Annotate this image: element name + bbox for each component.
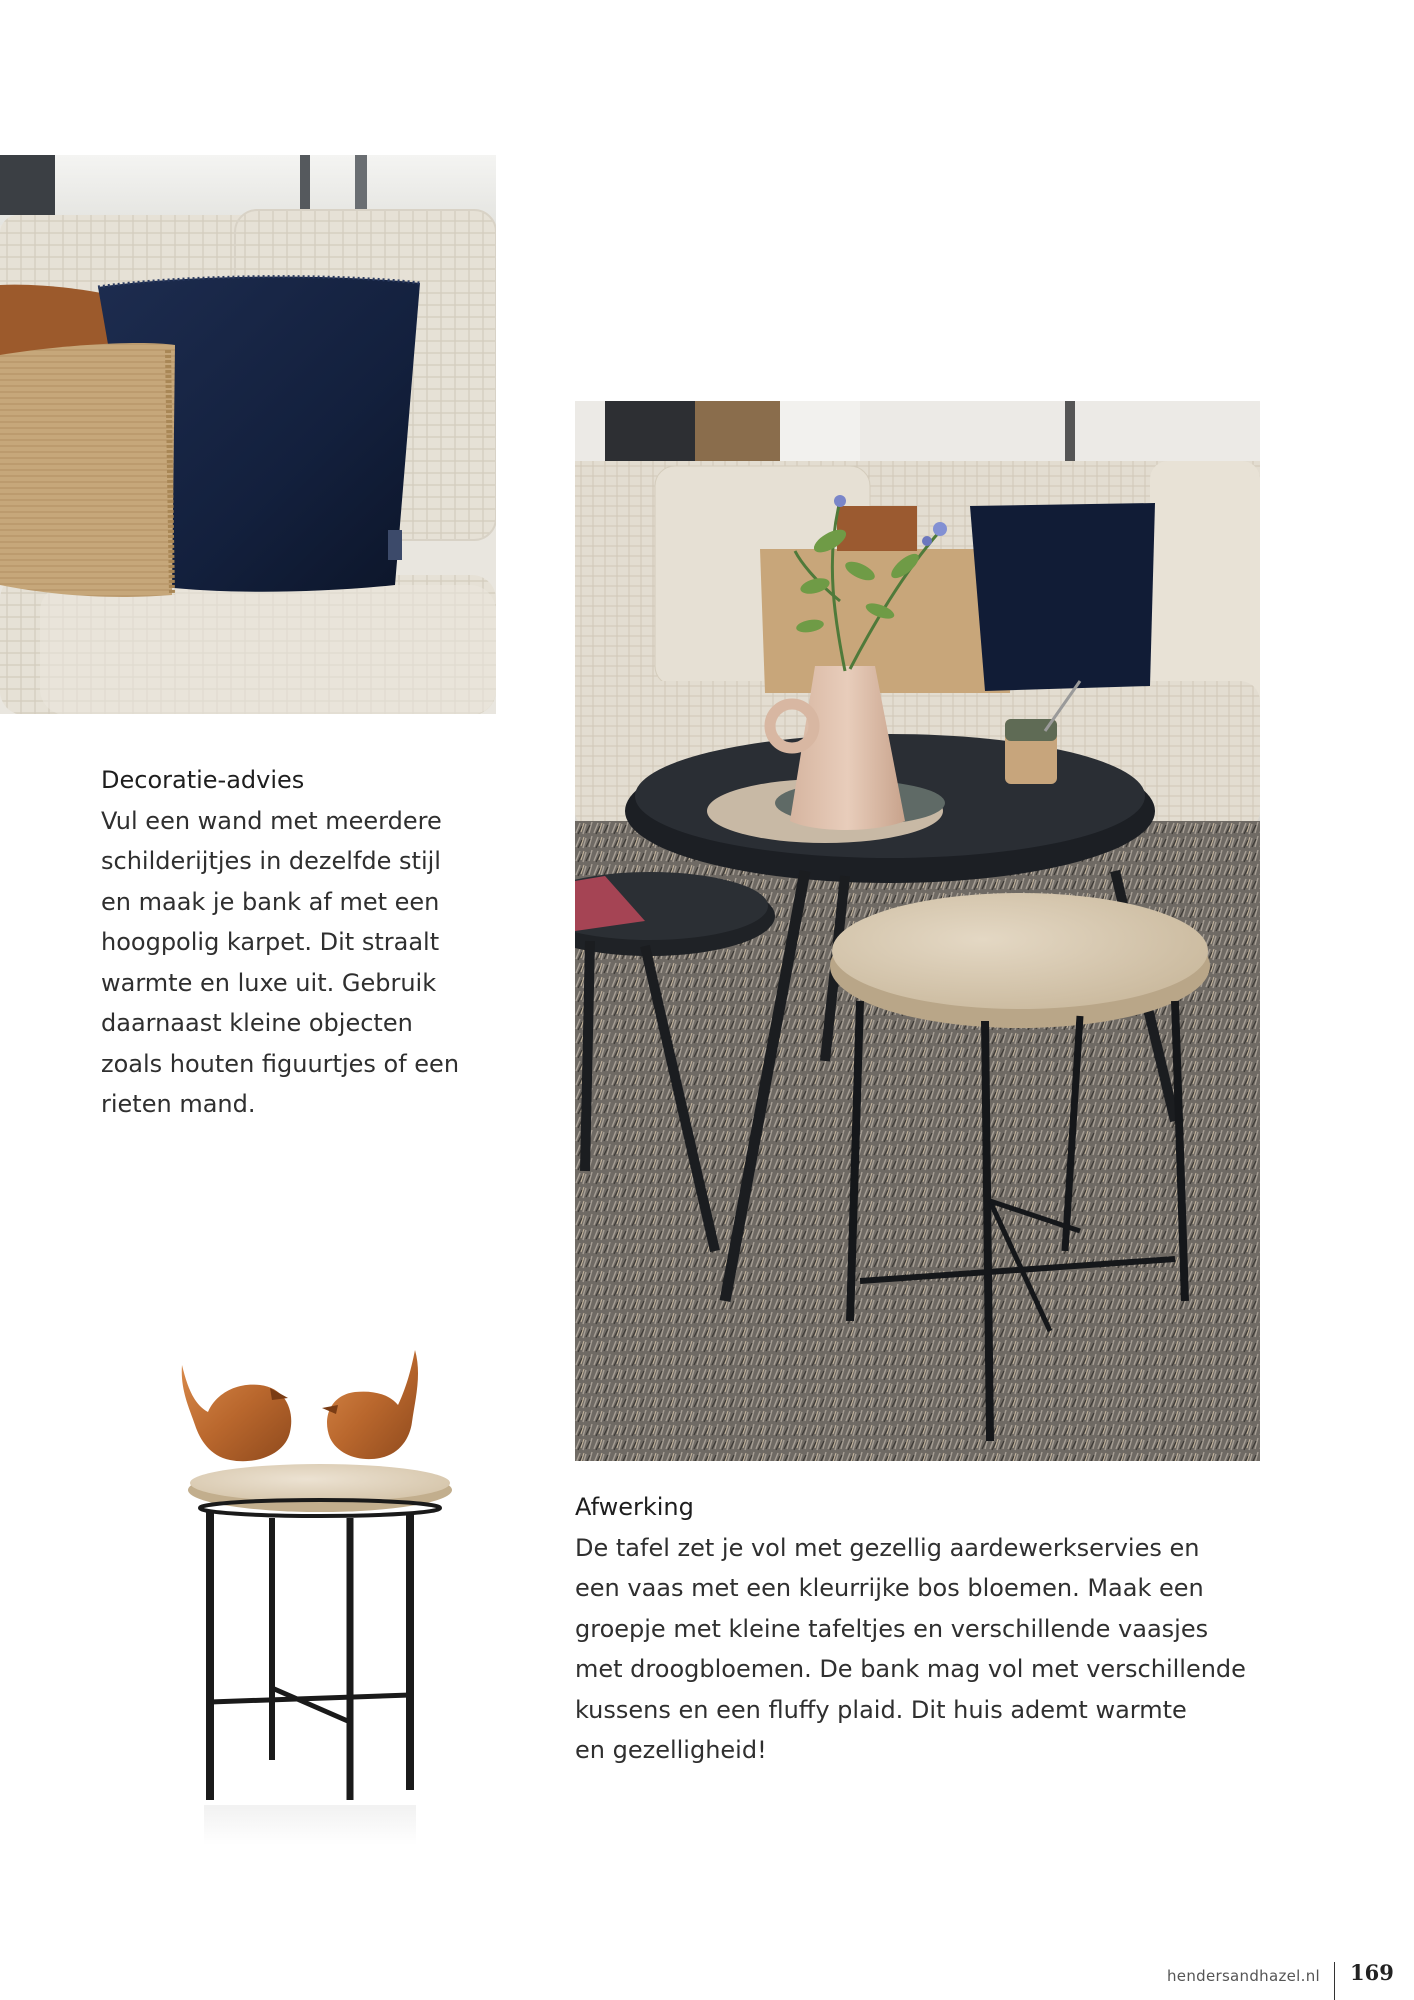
decoratie-advies-block (101, 760, 491, 1125)
side-table-product (160, 1350, 470, 1860)
afwerking-body: De tafel zet je vol met gezellig aardewerkservies en een vaas met een kleurrijke bos bloemen. Maak een groepje met kleine tafeltjes en verschillende vaasjes met droogbloemen. De bank mag vol met verschillende kussens en een fluffy plaid. Dit huis ademt warmte en gezelligheid! (575, 1533, 1246, 1764)
page-number: 169 (1350, 1960, 1394, 1985)
afwerking-heading: Afwerking (575, 1493, 694, 1521)
footer-divider (1334, 1962, 1335, 2000)
sofa-cushions-photo (0, 155, 496, 714)
coffee-tables-photo (575, 401, 1260, 1461)
sofa-cushions-illustration (0, 155, 496, 714)
decoratie-advies-heading: Decoratie-advies (101, 766, 305, 794)
decoratie-advies-body: Vul een wand met meerdere schilderijtjes in dezelfde stijl en maak je bank af met een hoogpolig karpet. Dit straalt warmte en luxe uit. Gebruik daarnaast kleine objecten zoals houten figuurtjes of een rieten mand. (101, 806, 460, 1118)
side-table-birds-illustration (160, 1350, 470, 1860)
afwerking-block (575, 1487, 1265, 1771)
coffee-tables-illustration (575, 401, 1260, 1461)
footer-website-link[interactable]: hendersandhazel.nl (1166, 1967, 1320, 1985)
